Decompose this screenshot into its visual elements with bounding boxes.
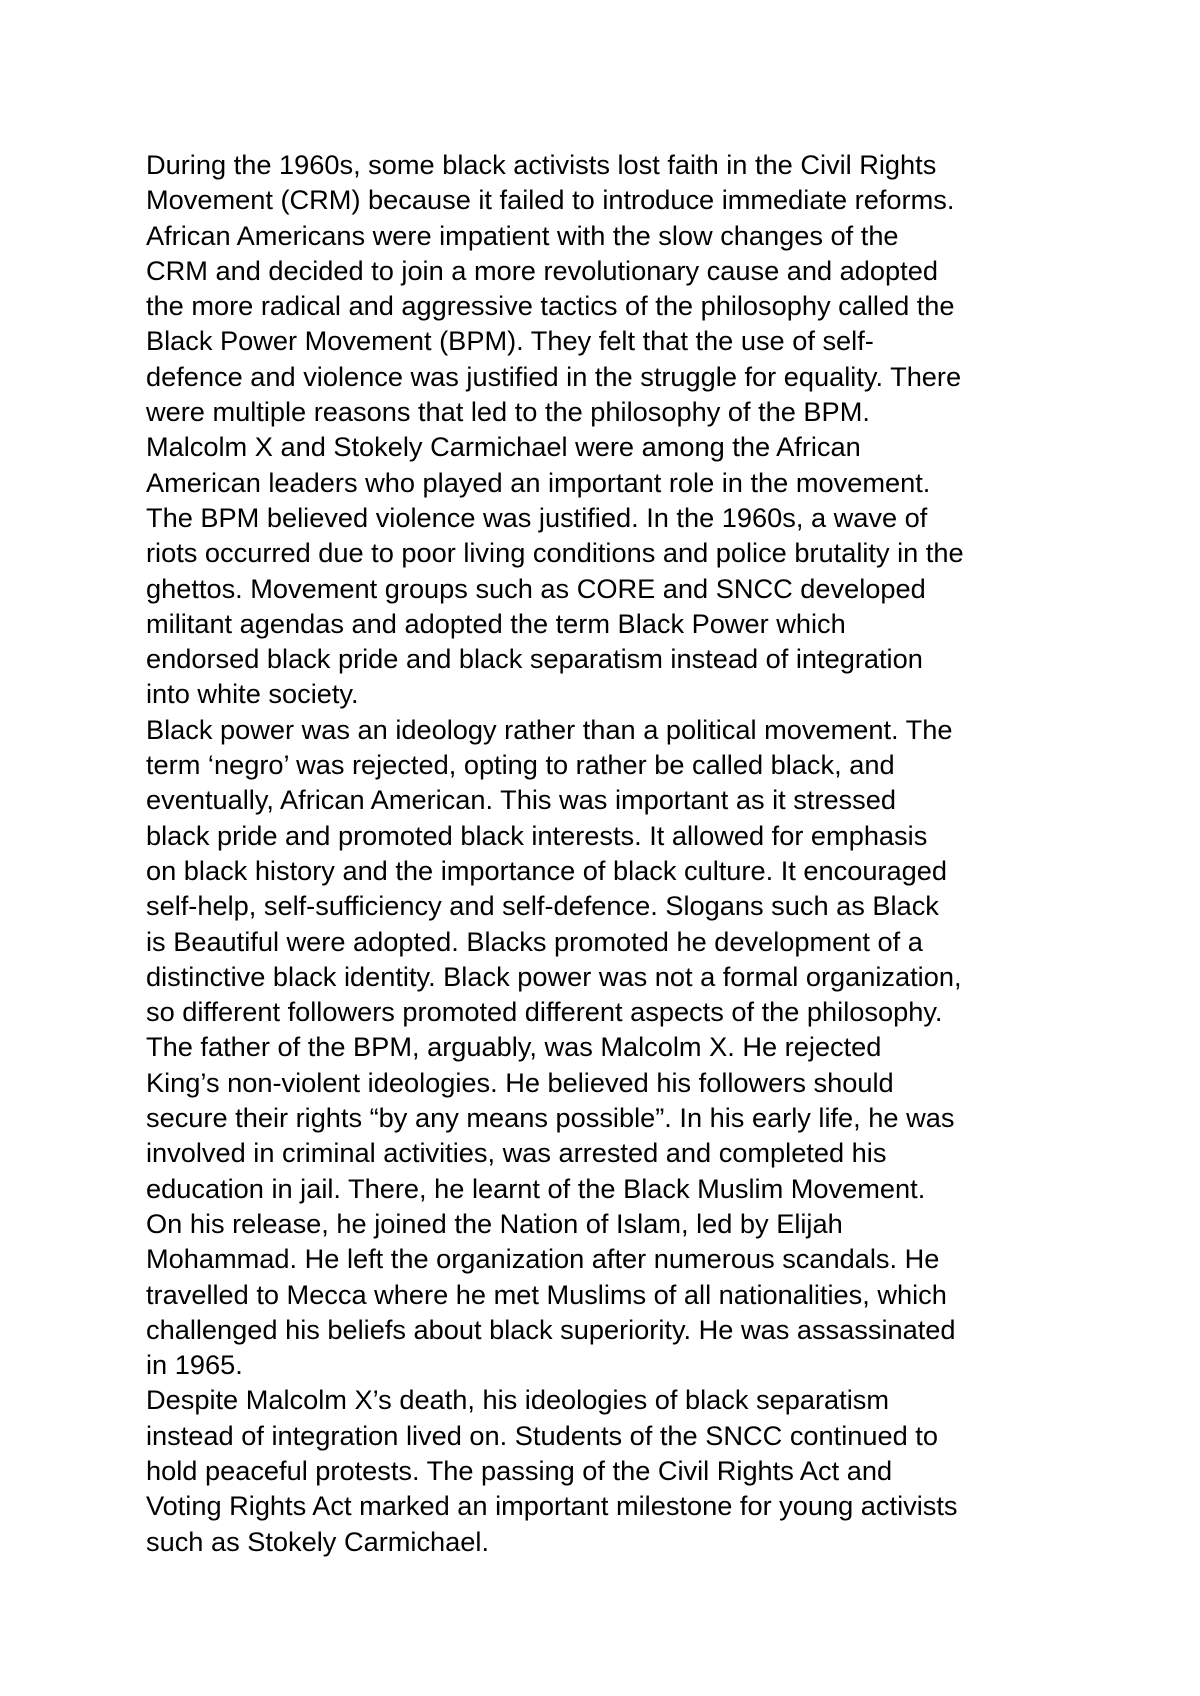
text-line: ghettos. Movement groups such as CORE and SNCC developed <box>146 572 926 604</box>
text-line: in 1965. <box>146 1349 243 1381</box>
text-line: instead of integration lived on. Students of the SNCC continued to <box>146 1419 938 1451</box>
text-line: challenged his beliefs about black superiority. He was assassinated <box>146 1313 956 1345</box>
text-line: hold peaceful protests. The passing of the Civil Rights Act and <box>146 1454 893 1486</box>
text-line: African Americans were impatient with the slow changes of the <box>146 219 899 251</box>
text-line: During the 1960s, some black activists lost faith in the Civil Rights <box>146 149 937 180</box>
text-line: Voting Rights Act marked an important milestone for young activists <box>146 1490 958 1522</box>
text-line: Black Power Movement (BPM). They felt that the use of self- <box>146 325 874 357</box>
text-line: On his release, he joined the Nation of Islam, led by Elijah <box>146 1207 843 1239</box>
text-line: distinctive black identity. Black power was not a formal organization, <box>146 960 962 992</box>
text-line: endorsed black pride and black separatism instead of integration <box>146 643 923 675</box>
text-line: American leaders who played an important role in the movement. <box>146 466 931 498</box>
text-line: CRM and decided to join a more revolutionary cause and adopted <box>146 254 938 286</box>
text-line: is Beautiful were adopted. Blacks promoted he development of a <box>146 925 923 957</box>
text-line: Despite Malcolm X’s death, his ideologies of black separatism <box>146 1384 889 1416</box>
text-line: defence and violence was justified in the struggle for equality. There <box>146 360 962 392</box>
text-line: The BPM believed violence was justified. In the 1960s, a wave of <box>146 501 928 533</box>
text-line: Movement (CRM) because it failed to introduce immediate reforms. <box>146 184 955 216</box>
text-line: such as Stokely Carmichael. <box>146 1525 490 1557</box>
text-line: the more radical and aggressive tactics of the philosophy called the <box>146 290 955 322</box>
text-line: term ‘negro’ was rejected, opting to rather be called black, and <box>146 749 895 781</box>
text-line: riots occurred due to poor living conditions and police brutality in the <box>146 537 964 569</box>
text-line: so different followers promoted different aspects of the philosophy. <box>146 996 943 1028</box>
text-line: education in jail. There, he learnt of the Black Muslim Movement. <box>146 1172 926 1204</box>
text-line: self-help, self-sufficiency and self-defence. Slogans such as Black <box>146 890 939 922</box>
text-line: black pride and promoted black interests. It allowed for emphasis <box>146 819 928 851</box>
text-line: into white society. <box>146 678 359 710</box>
text-line: secure their rights “by any means possible”. In his early life, he was <box>146 1102 955 1134</box>
text-line: were multiple reasons that led to the philosophy of the BPM. <box>146 396 870 428</box>
text-line: travelled to Mecca where he met Muslims of all nationalities, which <box>146 1278 947 1310</box>
text-line: King’s non-violent ideologies. He believed his followers should <box>146 1066 894 1098</box>
text-line: Malcolm X and Stokely Carmichael were among the African <box>146 431 861 463</box>
body-text <box>146 147 1086 1559</box>
text-line: Mohammad. He left the organization after numerous scandals. He <box>146 1243 940 1275</box>
text-line: The father of the BPM, arguably, was Malcolm X. He rejected <box>146 1031 882 1063</box>
text-line: militant agendas and adopted the term Black Power which <box>146 607 846 639</box>
text-line: Black power was an ideology rather than a political movement. The <box>146 713 953 745</box>
text-line: involved in criminal activities, was arrested and completed his <box>146 1137 887 1169</box>
text-line: on black history and the importance of black culture. It encouraged <box>146 854 947 886</box>
text-line: eventually, African American. This was important as it stressed <box>146 784 896 816</box>
